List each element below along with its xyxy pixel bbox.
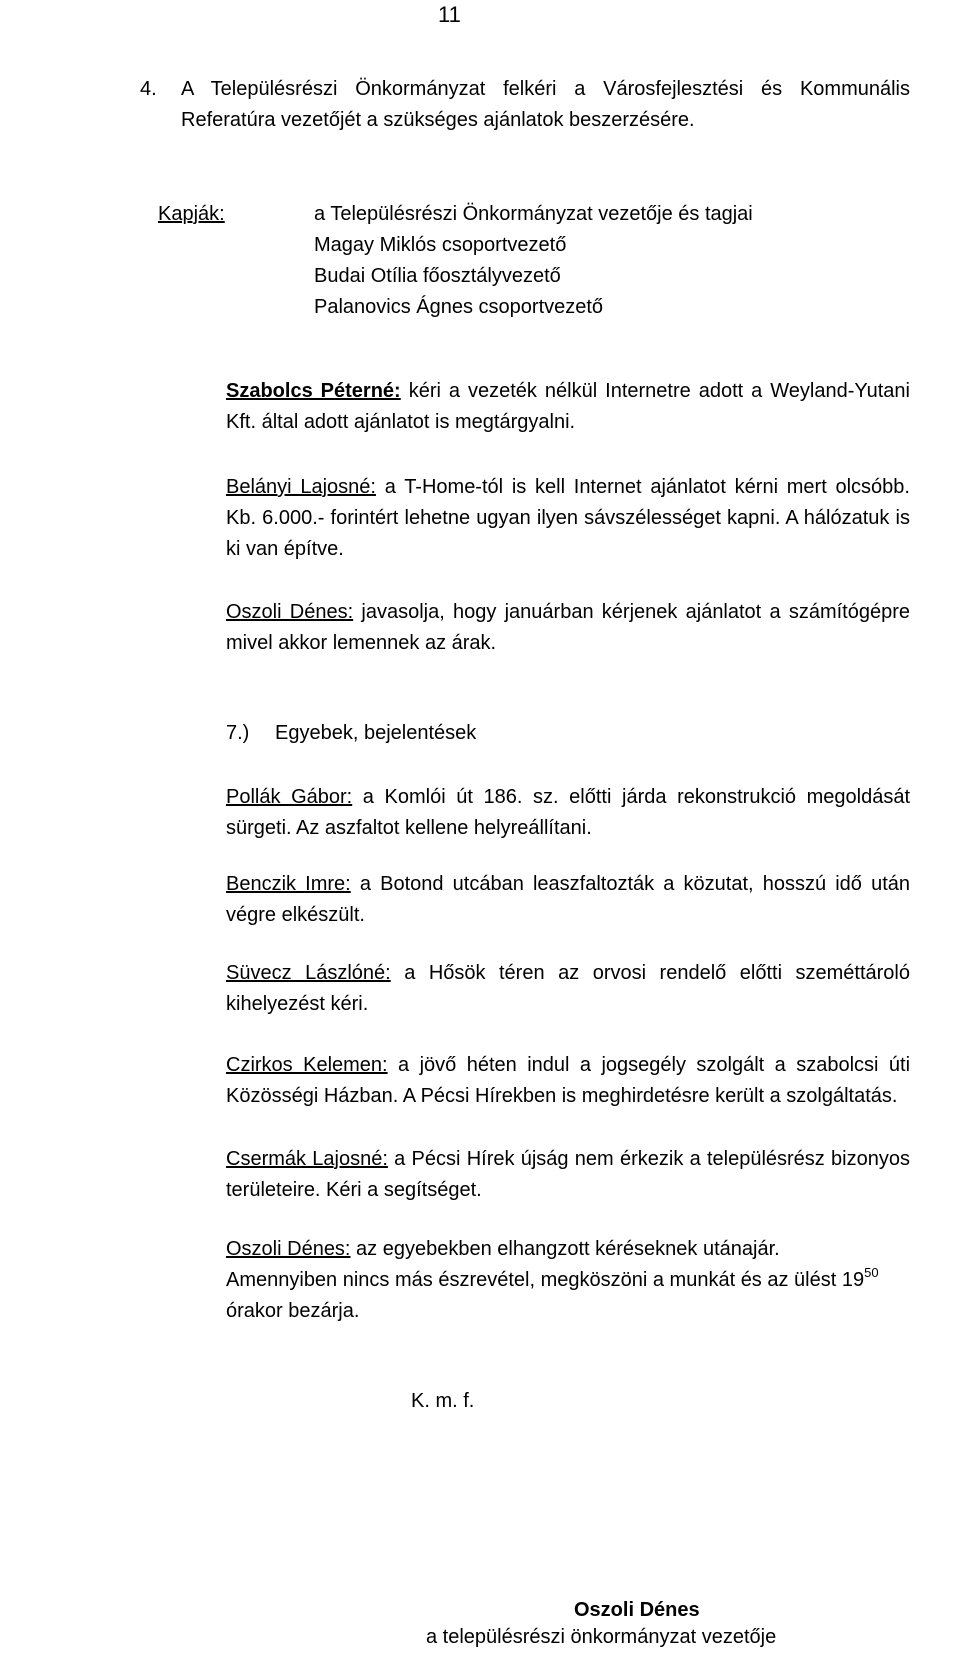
statement bbox=[226, 1144, 910, 1206]
signature-name: Oszoli Dénes bbox=[574, 1599, 700, 1621]
recipient-line: Budai Otília főosztályvezető bbox=[314, 265, 561, 287]
closing-line-end: órakor bezárja. bbox=[226, 1300, 360, 1322]
speaker-name: Benczik Imre: bbox=[226, 873, 351, 895]
speaker-name: Oszoli Dénes: bbox=[226, 601, 354, 623]
statement-text: az egyebekben elhangzott kéréseknek utánajár. bbox=[350, 1238, 780, 1260]
section-7-title: Egyebek, bejelentések bbox=[275, 722, 477, 744]
recipient-line: a Településrészi Önkormányzat vezetője és tagjai bbox=[314, 203, 753, 225]
statement bbox=[226, 782, 910, 844]
statement bbox=[226, 958, 910, 1020]
closing-time-minutes: 50 bbox=[864, 1265, 879, 1280]
speaker-name: Süvecz Lászlóné: bbox=[226, 962, 391, 984]
recipient-line: Magay Miklós csoportvezető bbox=[314, 234, 567, 256]
recipients-list bbox=[314, 199, 753, 323]
statement-text: javasolja, hogy januárban kérjenek ajánlatot a számítógépre mivel akkor lemennek az árak. bbox=[226, 601, 910, 654]
statement-text: a Pécsi Hírek újság nem érkezik a településrész bizonyos területeire. Kéri a segítséget. bbox=[226, 1148, 910, 1201]
statement-text: a Komlói út 186. sz. előtti járda rekonstrukció megoldását sürgeti. Az aszfaltot kellene helyreállítani. bbox=[226, 786, 911, 839]
closing-line: Amennyiben nincs más észrevétel, megköszöni a munkát és az ülést 19 bbox=[226, 1269, 865, 1291]
recipients-label: Kapják: bbox=[158, 203, 225, 225]
statement-text: a jövő héten indul a jogsegély szolgált a szabolcsi úti Közösségi Házban. A Pécsi Hírekben is meghirdetésre került a szolgáltatás. bbox=[226, 1054, 911, 1107]
speaker-name: Belányi Lajosné: bbox=[226, 476, 376, 498]
statement bbox=[226, 597, 910, 659]
closing-statement bbox=[226, 1234, 910, 1327]
speaker-name: Oszoli Dénes: bbox=[226, 1238, 351, 1260]
signature-title: a településrészi önkormányzat vezetője bbox=[426, 1626, 777, 1648]
speaker-name: Pollák Gábor: bbox=[226, 786, 353, 808]
statement bbox=[226, 376, 910, 438]
speaker-name: Czirkos Kelemen: bbox=[226, 1054, 388, 1076]
section-7-number: 7.) bbox=[226, 722, 250, 744]
speaker-name: Szabolcs Péterné: bbox=[226, 380, 401, 402]
statement-text: kéri a vezeték nélkül Internetre adott a Weyland-Yutani Kft. által adott ajánlatot is megtárgyalni. bbox=[226, 380, 910, 433]
statement-text: a Hősök téren az orvosi rendelő előtti szeméttároló kihelyezést kéri. bbox=[226, 962, 910, 1015]
statement bbox=[226, 472, 910, 565]
statement-text: a Botond utcában leaszfaltozták a közutat, hosszú idő után végre elkészült. bbox=[226, 873, 910, 926]
statement bbox=[226, 869, 910, 931]
statement-text: a T-Home-tól is kell Internet ajánlatot kérni mert olcsóbb. Kb. 6.000.- forintért lehetne ugyan ilyen sávszélességet kapni. A hálózatuk is ki van építve. bbox=[226, 476, 910, 560]
recipient-line: Palanovics Ágnes csoportvezető bbox=[314, 296, 604, 318]
statement bbox=[226, 1050, 910, 1112]
item-4-text: A Településrészi Önkormányzat felkéri a Városfejlesztési és Kommunális Referatúra vezetőjét a szükséges ajánlatok beszerzésére. bbox=[181, 78, 910, 131]
item-4-number: 4. bbox=[140, 78, 157, 100]
page-number: 11 bbox=[438, 2, 461, 27]
speaker-name: Csermák Lajosné: bbox=[226, 1148, 388, 1170]
kmf: K. m. f. bbox=[411, 1390, 475, 1412]
